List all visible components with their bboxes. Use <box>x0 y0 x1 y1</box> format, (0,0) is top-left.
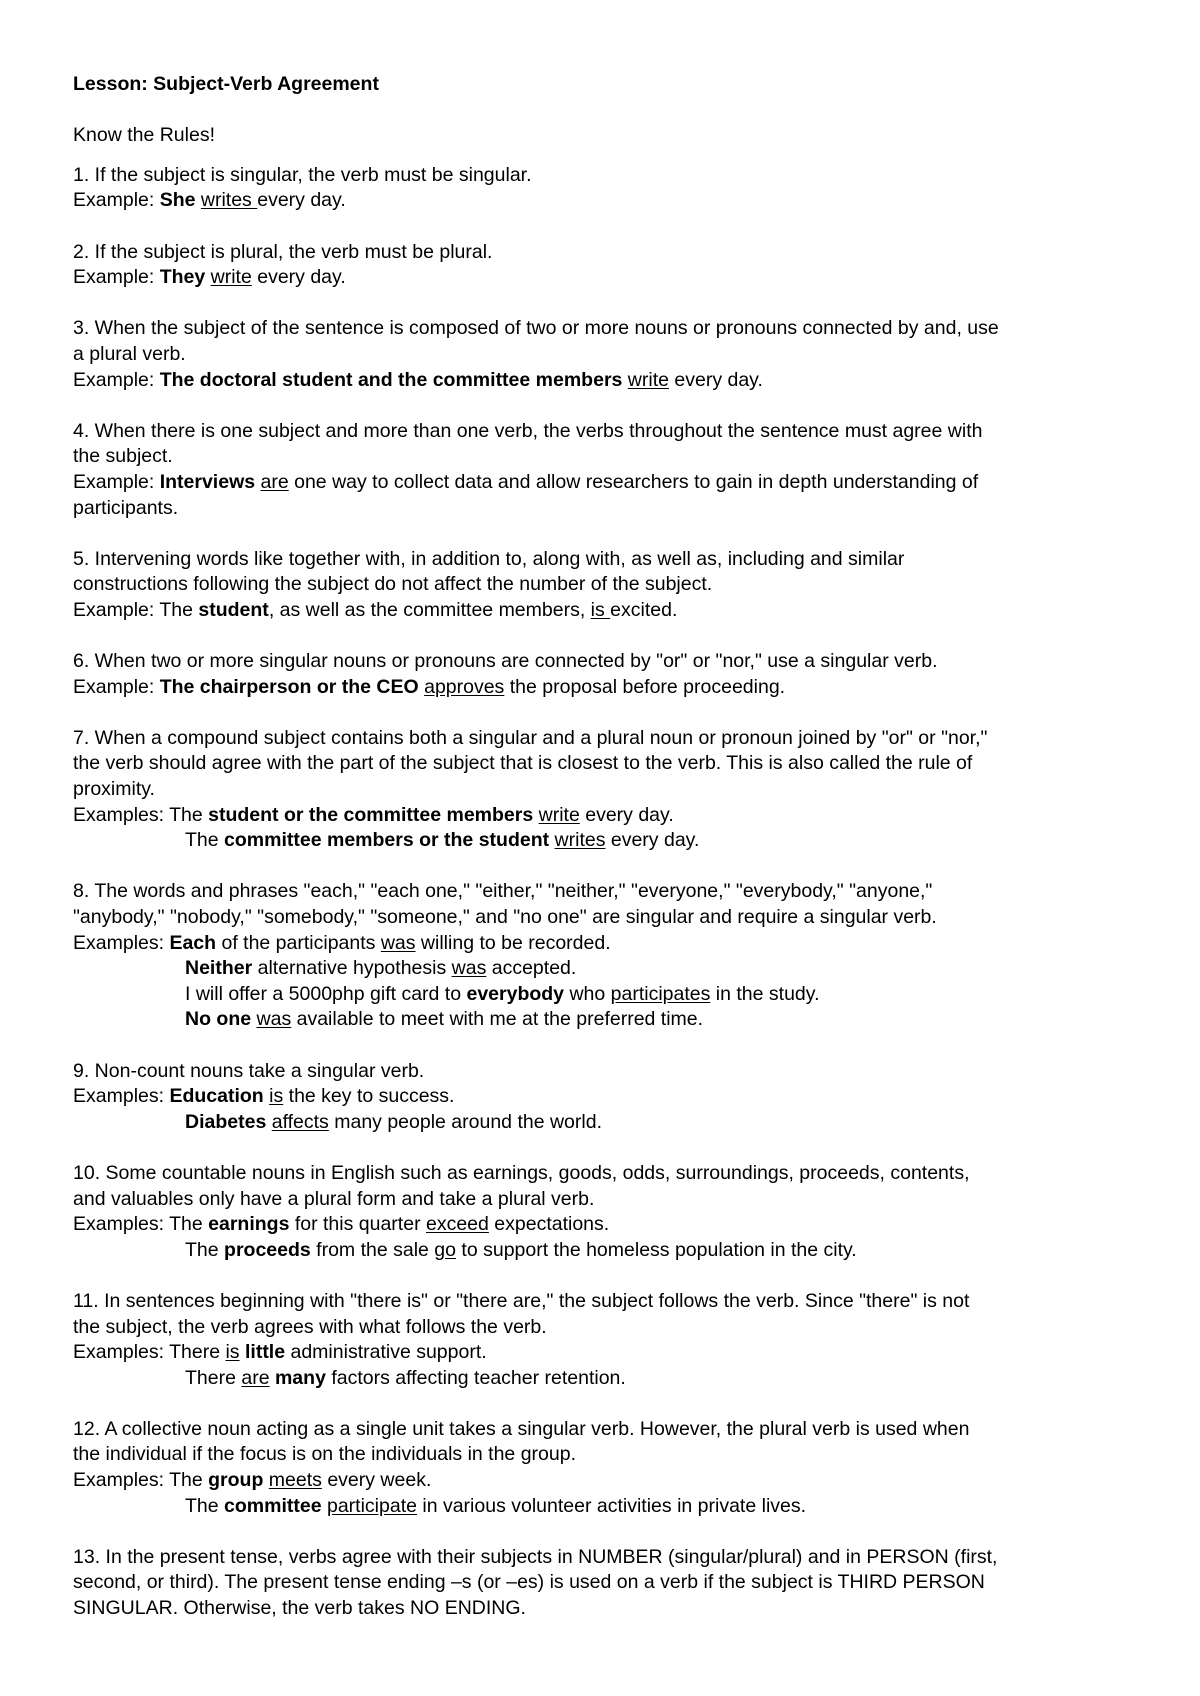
example-text: alternative hypothesis <box>252 957 452 980</box>
example-text: every day. <box>251 266 346 289</box>
example-text: The <box>185 829 225 852</box>
rule-text-line: 7. When a compound subject contains both a singular and a plural noun or pronoun joined by "or" or "nor," <box>73 726 988 749</box>
example-line <box>73 1494 1133 1520</box>
example-line <box>73 1366 1133 1392</box>
rule-text-line: SINGULAR. Otherwise, the verb takes NO ENDING. <box>73 1597 526 1620</box>
verb-text: was <box>451 957 487 980</box>
verb-text: go <box>434 1238 456 1261</box>
example-text: the proposal before proceeding. <box>504 675 786 698</box>
example-text: excited. <box>610 598 678 621</box>
rule-text-line: second, or third). The present tense ending –s (or –es) is used on a verb if the subject is THIRD PERSON <box>73 1571 985 1594</box>
example-text: every day. <box>605 829 700 852</box>
subject-text: They <box>159 266 206 289</box>
example-line <box>73 470 1133 496</box>
verb-text: write <box>210 266 252 289</box>
verb-text: write <box>538 803 580 826</box>
example-line <box>73 1110 1133 1136</box>
example-text: of the participants <box>216 931 381 954</box>
example-text: The <box>169 1469 209 1492</box>
subject-text: Education <box>169 1085 264 1108</box>
verb-text: approves <box>424 675 505 698</box>
example-line <box>73 265 1133 291</box>
example-line <box>73 828 1133 854</box>
rule-11 <box>73 1289 1133 1391</box>
rules-list <box>73 163 1133 1622</box>
verb-text: exceed <box>425 1213 489 1236</box>
example-text: There <box>185 1366 242 1389</box>
rule-text-line: 2. If the subject is plural, the verb must be plural. <box>73 240 493 263</box>
example-line <box>73 803 1133 829</box>
rule-text-line: the subject, the verb agrees with what follows the verb. <box>73 1315 547 1338</box>
rule-8 <box>73 879 1133 1033</box>
example-text: every week. <box>321 1469 432 1492</box>
example-text: administrative support. <box>285 1341 487 1364</box>
example-text: for this quarter <box>289 1213 426 1236</box>
rule-text-line: 12. A collective noun acting as a single unit takes a singular verb. However, the plural verb is used when <box>73 1417 970 1440</box>
example-text: accepted. <box>486 957 577 980</box>
rule-6 <box>73 649 1133 700</box>
example-text: from the sale <box>310 1238 435 1261</box>
example-label: Example: <box>73 598 160 621</box>
rule-text-line: 3. When the subject of the sentence is composed of two or more nouns or pronouns connected by and, use <box>73 317 999 340</box>
example-text: who <box>564 982 611 1005</box>
rule-text-line: and valuables only have a plural form and take a plural verb. <box>73 1187 595 1210</box>
example-line <box>73 1238 1133 1264</box>
verb-text: write <box>627 368 669 391</box>
subject-text: Diabetes <box>185 1110 267 1133</box>
verb-text: participate <box>326 1494 417 1517</box>
example-text: There <box>169 1341 226 1364</box>
rule-text-line: the individual if the focus is on the individuals in the group. <box>73 1443 576 1466</box>
example-text: every day. <box>257 189 346 212</box>
rule-10 <box>73 1161 1133 1263</box>
rule-text-line: 6. When two or more singular nouns or pronouns are connected by "or" or "nor," use a singular verb. <box>73 650 938 673</box>
subject-text: proceeds <box>224 1238 311 1261</box>
subject-text: Interviews <box>159 470 256 493</box>
rule-5 <box>73 547 1133 624</box>
example-line <box>73 1212 1133 1238</box>
example-text: The <box>185 1238 225 1261</box>
rule-text-line: 10. Some countable nouns in English such as earnings, goods, odds, surroundings, proceeds, contents, <box>73 1161 970 1184</box>
verb-text: was <box>256 1008 292 1031</box>
example-line <box>73 368 1133 394</box>
example-text: , as well as the committee members, <box>268 598 591 621</box>
verb-text: are <box>260 470 289 493</box>
example-text: the key to success. <box>283 1085 455 1108</box>
example-label: Example: <box>73 266 160 289</box>
rule-4 <box>73 419 1133 521</box>
rule-text-line: 13. In the present tense, verbs agree with their subjects in NUMBER (singular/plural) and in PERSON (first, <box>73 1545 998 1568</box>
example-text: factors affecting teacher retention. <box>325 1366 626 1389</box>
rule-text-line: 8. The words and phrases "each," "each one," "either," "neither," "everyone," "everybody," "anyone," <box>73 880 933 903</box>
rule-13 <box>73 1545 1133 1622</box>
example-text: willing to be recorded. <box>415 931 611 954</box>
example-text: The <box>159 598 199 621</box>
example-line <box>73 982 1133 1008</box>
lesson-subtitle: Know the Rules! <box>73 124 215 147</box>
example-text: to support the homeless population in the city. <box>456 1238 857 1261</box>
example-text: The <box>169 1213 209 1236</box>
verb-text: writes <box>200 189 258 212</box>
example-line <box>73 1340 1133 1366</box>
rule-1 <box>73 163 1133 214</box>
example-line <box>73 1007 1133 1033</box>
example-line <box>73 931 1133 957</box>
example-text: The <box>185 1494 225 1517</box>
example-label: Example: <box>73 675 160 698</box>
verb-text: are <box>241 1366 270 1389</box>
rule-text-line: the verb should agree with the part of the subject that is closest to the verb. This is also called the rule of <box>73 752 973 775</box>
rule-3 <box>73 316 1133 393</box>
example-label: Example: <box>73 368 160 391</box>
rule-12 <box>73 1417 1133 1519</box>
verb-text: participates <box>610 982 711 1005</box>
verb-text: is <box>590 598 611 621</box>
example-text: every day. <box>668 368 763 391</box>
rule-text-line: 5. Intervening words like together with, in addition to, along with, as well as, including and similar <box>73 547 905 570</box>
subject-text: earnings <box>208 1213 290 1236</box>
subject-text: Neither <box>185 957 253 980</box>
verb-text: is <box>269 1085 284 1108</box>
lesson-title: Lesson: Subject-Verb Agreement <box>73 73 379 95</box>
subject-text: committee <box>224 1494 322 1517</box>
example-line <box>73 675 1133 701</box>
example-text: every day. <box>579 803 674 826</box>
rule-text-line: a plural verb. <box>73 342 186 365</box>
example-text: The <box>169 803 209 826</box>
rule-text-line: 1. If the subject is singular, the verb must be singular. <box>73 163 532 186</box>
verb-text: affects <box>271 1110 329 1133</box>
verb-text: is <box>225 1341 240 1364</box>
example-label: Example: <box>73 189 160 212</box>
example-line <box>73 956 1133 982</box>
subject-text: everybody <box>466 982 565 1005</box>
example-line <box>73 1468 1133 1494</box>
example-text: one way to collect data and allow researchers to gain in depth understanding of <box>288 470 979 493</box>
example-label: Examples: <box>73 931 170 954</box>
example-label: Examples: <box>73 803 170 826</box>
subject-text: student or the committee members <box>208 803 534 826</box>
subject-text: Each <box>169 931 217 954</box>
subject-text: No one <box>185 1008 252 1031</box>
document-page <box>73 72 1133 1647</box>
verb-text: meets <box>268 1469 322 1492</box>
example-label: Examples: <box>73 1085 170 1108</box>
rule-text-line: 11. In sentences beginning with "there is" or "there are," the subject follows the verb. Since "there" is not <box>73 1289 970 1312</box>
rule-text-line: the subject. <box>73 445 173 468</box>
example-text: in the study. <box>710 982 820 1005</box>
example-text: expectations. <box>488 1213 610 1236</box>
subject-text: The doctoral student and the committee members <box>159 368 623 391</box>
example-label: Examples: <box>73 1213 170 1236</box>
example-line <box>73 1084 1133 1110</box>
example-text: I will offer a 5000php gift card to <box>185 982 467 1005</box>
rule-text-line: 4. When there is one subject and more than one verb, the verbs throughout the sentence must agree with <box>73 419 983 442</box>
rule-2 <box>73 240 1133 291</box>
example-text: participants. <box>73 496 179 519</box>
verb-text: was <box>380 931 416 954</box>
example-label: Examples: <box>73 1469 170 1492</box>
example-label: Examples: <box>73 1341 170 1364</box>
example-line <box>73 188 1133 214</box>
example-text: available to meet with me at the preferred time. <box>291 1008 704 1031</box>
rule-9 <box>73 1059 1133 1136</box>
subject-text: many <box>274 1366 326 1389</box>
verb-text: writes <box>554 829 606 852</box>
example-line <box>73 496 1133 522</box>
rule-text-line: 9. Non-count nouns take a singular verb. <box>73 1059 425 1082</box>
subject-text: little <box>244 1341 286 1364</box>
subject-text: The chairperson or the CEO <box>159 675 419 698</box>
example-text: in various volunteer activities in private lives. <box>416 1494 807 1517</box>
subject-text: student <box>198 598 269 621</box>
rule-text-line: "anybody," "nobody," "somebody," "someone," and "no one" are singular and require a singular verb. <box>73 906 937 928</box>
subject-text: She <box>159 189 196 212</box>
example-line <box>73 598 1133 624</box>
rule-text-line: constructions following the subject do not affect the number of the subject. <box>73 573 713 596</box>
example-label: Example: <box>73 470 160 493</box>
rule-7 <box>73 726 1133 854</box>
rule-text-line: proximity. <box>73 778 155 801</box>
subject-text: group <box>208 1469 264 1492</box>
subject-text: committee members or the student <box>224 829 550 852</box>
example-text: many people around the world. <box>328 1110 602 1133</box>
